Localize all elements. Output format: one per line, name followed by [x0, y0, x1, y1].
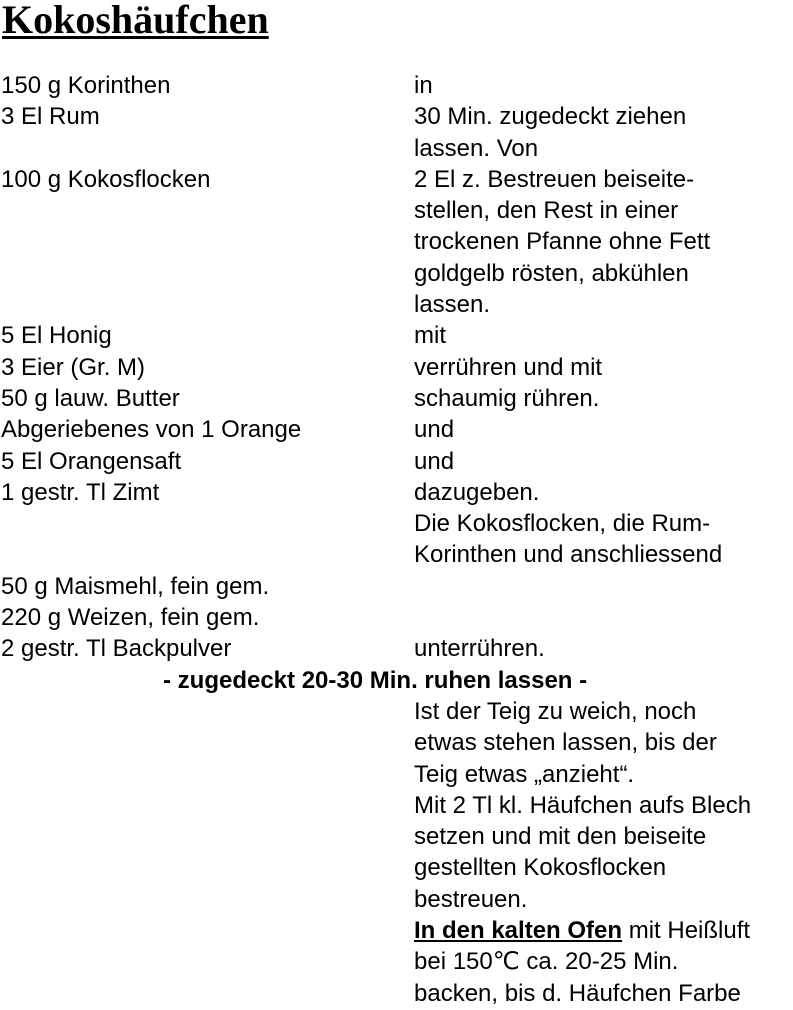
- instruction-line: dazugeben.: [414, 478, 540, 506]
- ingredient-text: 3 Eier (Gr. M): [1, 353, 146, 381]
- ingredient-text: 1 gestr. Tl Zimt: [1, 478, 160, 506]
- recipe-body: [0, 70, 793, 1009]
- instruction-line: und: [414, 447, 455, 475]
- oven-text: mit Heißluft: [622, 917, 751, 945]
- recipe-row: [0, 352, 793, 383]
- ingredient-text: 220 g Weizen, fein gem.: [1, 604, 260, 632]
- instruction-line: etwas stehen lassen, bis der: [414, 729, 717, 757]
- instruction-text: [414, 70, 793, 101]
- recipe-row: [0, 164, 793, 320]
- instruction-text: [414, 446, 793, 477]
- ingredient-text: 5 El Honig: [1, 322, 112, 350]
- instruction-text: [414, 571, 793, 602]
- ingredient-text: 3 El Rum: [1, 103, 100, 131]
- instruction-line: 30 Min. zugedeckt ziehen: [414, 103, 687, 131]
- recipe-row: [0, 101, 793, 164]
- ingredient-text: 2 gestr. Tl Backpulver: [1, 635, 232, 663]
- instruction-text: [414, 414, 793, 445]
- instruction-line: setzen und mit den beiseite: [414, 823, 707, 851]
- recipe-row: [0, 477, 793, 571]
- instruction-line: Teig etwas „anzieht“.: [414, 760, 635, 788]
- instruction-line: verrühren und mit: [414, 353, 603, 381]
- recipe-row: [0, 633, 793, 664]
- rest-note: - zugedeckt 20-30 Min. ruhen lassen -: [163, 666, 588, 694]
- instruction-text: [414, 633, 793, 664]
- page-title: Kokoshäufchen: [2, 0, 269, 42]
- instruction-line: 2 El z. Bestreuen beiseite-: [414, 165, 695, 193]
- instruction-line: lassen.: [414, 291, 491, 319]
- instruction-line: Ist der Teig zu weich, noch: [414, 697, 697, 725]
- recipe-row: [0, 571, 793, 602]
- instruction-line: goldgelb rösten, abkühlen: [414, 259, 689, 287]
- instruction-line: Die Kokosflocken, die Rum-: [414, 510, 711, 538]
- instruction-line: schaumig rühren.: [414, 384, 600, 412]
- instruction-text: [414, 383, 793, 414]
- empty-ingredient-column: [0, 696, 414, 1009]
- instruction-line: gestellten Kokosflocken: [414, 854, 667, 882]
- instruction-text: [414, 164, 793, 320]
- recipe-row: [0, 383, 793, 414]
- instruction-line: mit: [414, 322, 446, 350]
- instruction-line: unterrühren.: [414, 635, 545, 663]
- closing-instructions: [414, 696, 793, 1009]
- instruction-text: [414, 352, 793, 383]
- instruction-text: [414, 477, 793, 571]
- instruction-line: bestreuen.: [414, 885, 528, 913]
- instruction-line: in: [414, 72, 433, 99]
- recipe-row: [0, 70, 793, 101]
- instruction-text: [414, 320, 793, 351]
- instruction-line: stellen, den Rest in einer: [414, 197, 679, 225]
- instruction-line: Korinthen und anschliessend: [414, 541, 723, 569]
- instruction-text: [414, 602, 793, 633]
- ingredient-text: 150 g Korinthen: [1, 72, 171, 99]
- ingredient-text: 50 g Maismehl, fein gem.: [1, 572, 270, 600]
- oven-emphasis: In den kalten Ofen: [414, 917, 623, 945]
- closing-row: [0, 696, 793, 1009]
- ingredient-text: Abgeriebenes von 1 Orange: [1, 416, 302, 444]
- instruction-line: backen, bis d. Häufchen Farbe: [414, 979, 741, 1007]
- instruction-text: [414, 101, 793, 164]
- instruction-line: Mit 2 Tl kl. Häufchen aufs Blech: [414, 791, 752, 819]
- ingredient-text: 100 g Kokosflocken: [1, 165, 211, 193]
- ingredient-text: 5 El Orangensaft: [1, 447, 182, 475]
- instruction-line: bei 150℃ ca. 20-25 Min.: [414, 948, 679, 976]
- instruction-line: lassen. Von: [414, 134, 539, 162]
- recipe-row: [0, 320, 793, 351]
- ingredient-text: 50 g lauw. Butter: [1, 384, 180, 412]
- instruction-line: und: [414, 416, 455, 444]
- recipe-row: [0, 414, 793, 445]
- recipe-row: [0, 602, 793, 633]
- instruction-line: trockenen Pfanne ohne Fett: [414, 228, 711, 256]
- recipe-row: [0, 446, 793, 477]
- oven-instruction-line: [414, 915, 793, 946]
